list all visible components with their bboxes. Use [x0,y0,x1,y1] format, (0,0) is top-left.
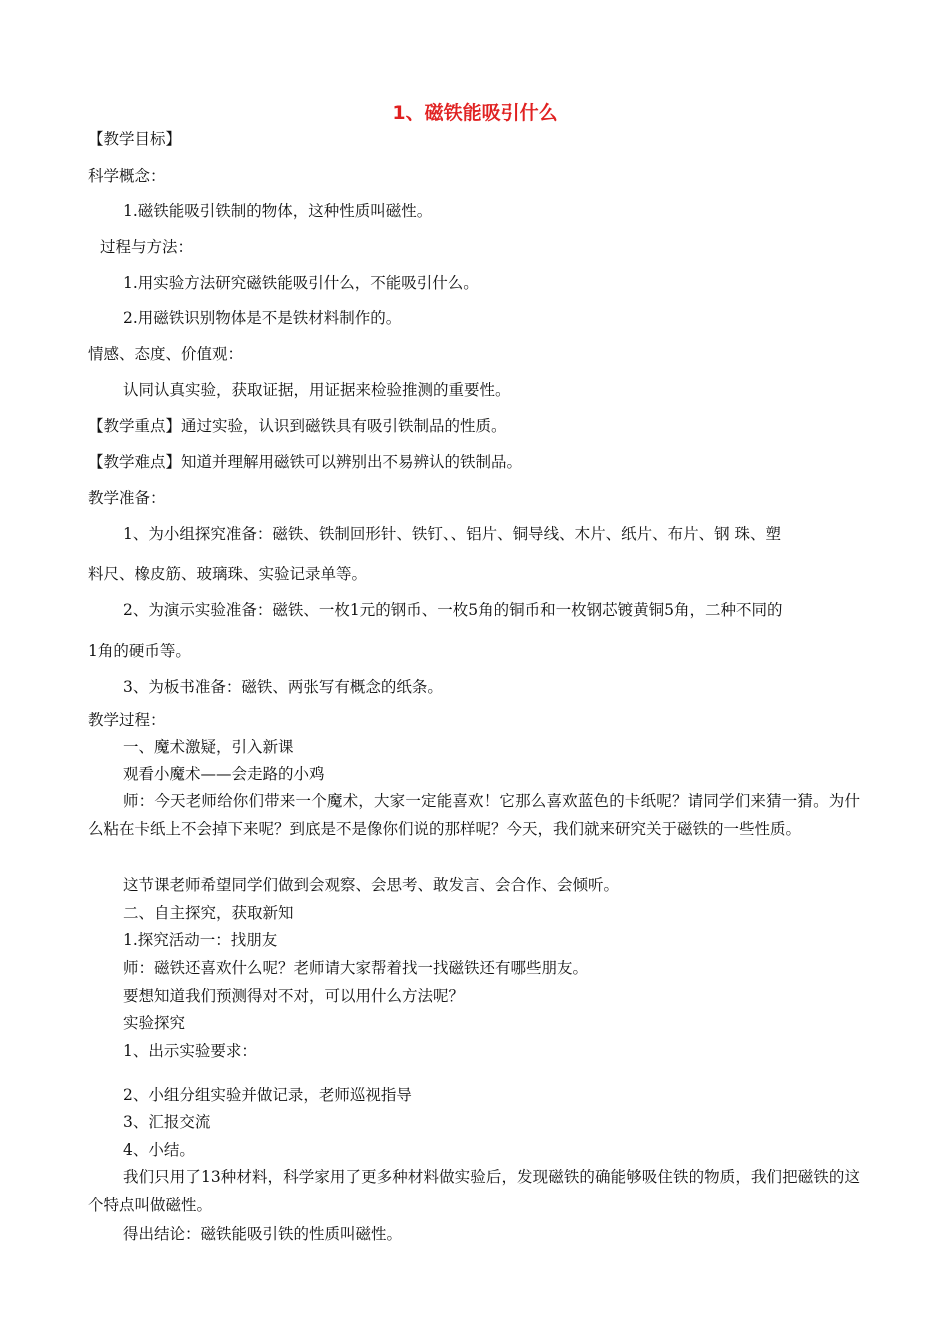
preparation-item-1-line-2: 料尺、橡皮筋、玻璃珠、实验记录单等。 [88,565,368,583]
class-expectation-line: 这节课老师希望同学们做到会观察、会思考、敢发言、会合作、会倾听。 [123,876,620,894]
summary-paragraph: 我们只用了13种材料，科学家用了更多种材料做实验后，发现磁铁的确能够吸住铁的物质，我们把磁铁的这个特点叫做磁性。 [88,1168,860,1214]
preparation-item-1-line-1: 1、为小组探究准备：磁铁、铁制回形针、铁钉、、铝片、铜导线、木片、纸片、布片、钢 珠、塑 [123,525,782,543]
document-title: 1、磁铁能吸引什么 [392,102,558,124]
attitude-item: 认同认真实验，获取证据，用证据来检验推测的重要性。 [123,381,511,399]
teaching-key-point: 【教学重点】通过实验，认识到磁铁具有吸引铁制品的性质。 [88,417,507,435]
experiment-step-2: 2、小组分组实验并做记录，老师巡视指导 [123,1086,412,1104]
subheading-process-method: 过程与方法： [100,238,194,256]
concept-item-1: 1.磁铁能吸引铁制的物体，这种性质叫磁性。 [123,202,433,220]
preparation-item-3: 3、为板书准备：磁铁、两张写有概念的纸条。 [123,678,443,696]
method-question-line: 要想知道我们预测得对不对，可以用什么方法呢？ [123,987,465,1005]
teacher-question-line: 师：磁铁还喜欢什么呢？老师请大家帮着找一找磁铁还有哪些朋友。 [123,959,589,977]
experiment-step-3: 3、汇报交流 [123,1113,211,1131]
subheading-attitude-values: 情感、态度、价值观： [88,345,244,363]
experiment-step-1: 1、出示实验要求： [123,1042,257,1060]
method-item-2: 2.用磁铁识别物体是不是铁材料制作的。 [123,309,402,327]
preparation-item-2-line-1: 2、为演示实验准备：磁铁、一枚1元的钢币、一枚5角的铜币和一枚钢芯镀黄铜5角，二种不同的 [123,601,783,619]
experiment-step-4: 4、小结。 [123,1141,195,1159]
activity-1-heading: 1.探究活动一：找朋友 [123,931,278,949]
conclusion-line: 得出结论：磁铁能吸引铁的性质叫磁性。 [123,1225,403,1243]
subheading-science-concept: 科学概念： [88,167,166,185]
experiment-heading: 实验探究 [123,1014,186,1032]
process-part-1-heading: 一、魔术激疑，引入新课 [123,738,294,756]
teacher-magic-paragraph: 师：今天老师给你们带来一个魔术，大家一定能喜欢！它那么喜欢蓝色的卡纸呢？请同学们来猜一猜。为什么粘在卡纸上不会掉下来呢？到底是不是像你们说的那样呢？今天，我们就来研究关于磁铁的一些性质。 [88,792,860,838]
magic-show-line: 观看小魔术——会走路的小鸡 [123,765,325,783]
preparation-item-2-line-2: 1角的硬币等。 [88,642,191,660]
teaching-difficulty: 【教学难点】知道并理解用磁铁可以辨别出不易辨认的铁制品。 [88,453,523,471]
method-item-1: 1.用实验方法研究磁铁能吸引什么，不能吸引什么。 [123,274,479,292]
subheading-preparation: 教学准备： [88,489,166,507]
subheading-process: 教学过程： [88,711,166,729]
section-heading-objectives: 【教学目标】 [88,130,182,148]
process-part-2-heading: 二、自主探究，获取新知 [123,904,294,922]
